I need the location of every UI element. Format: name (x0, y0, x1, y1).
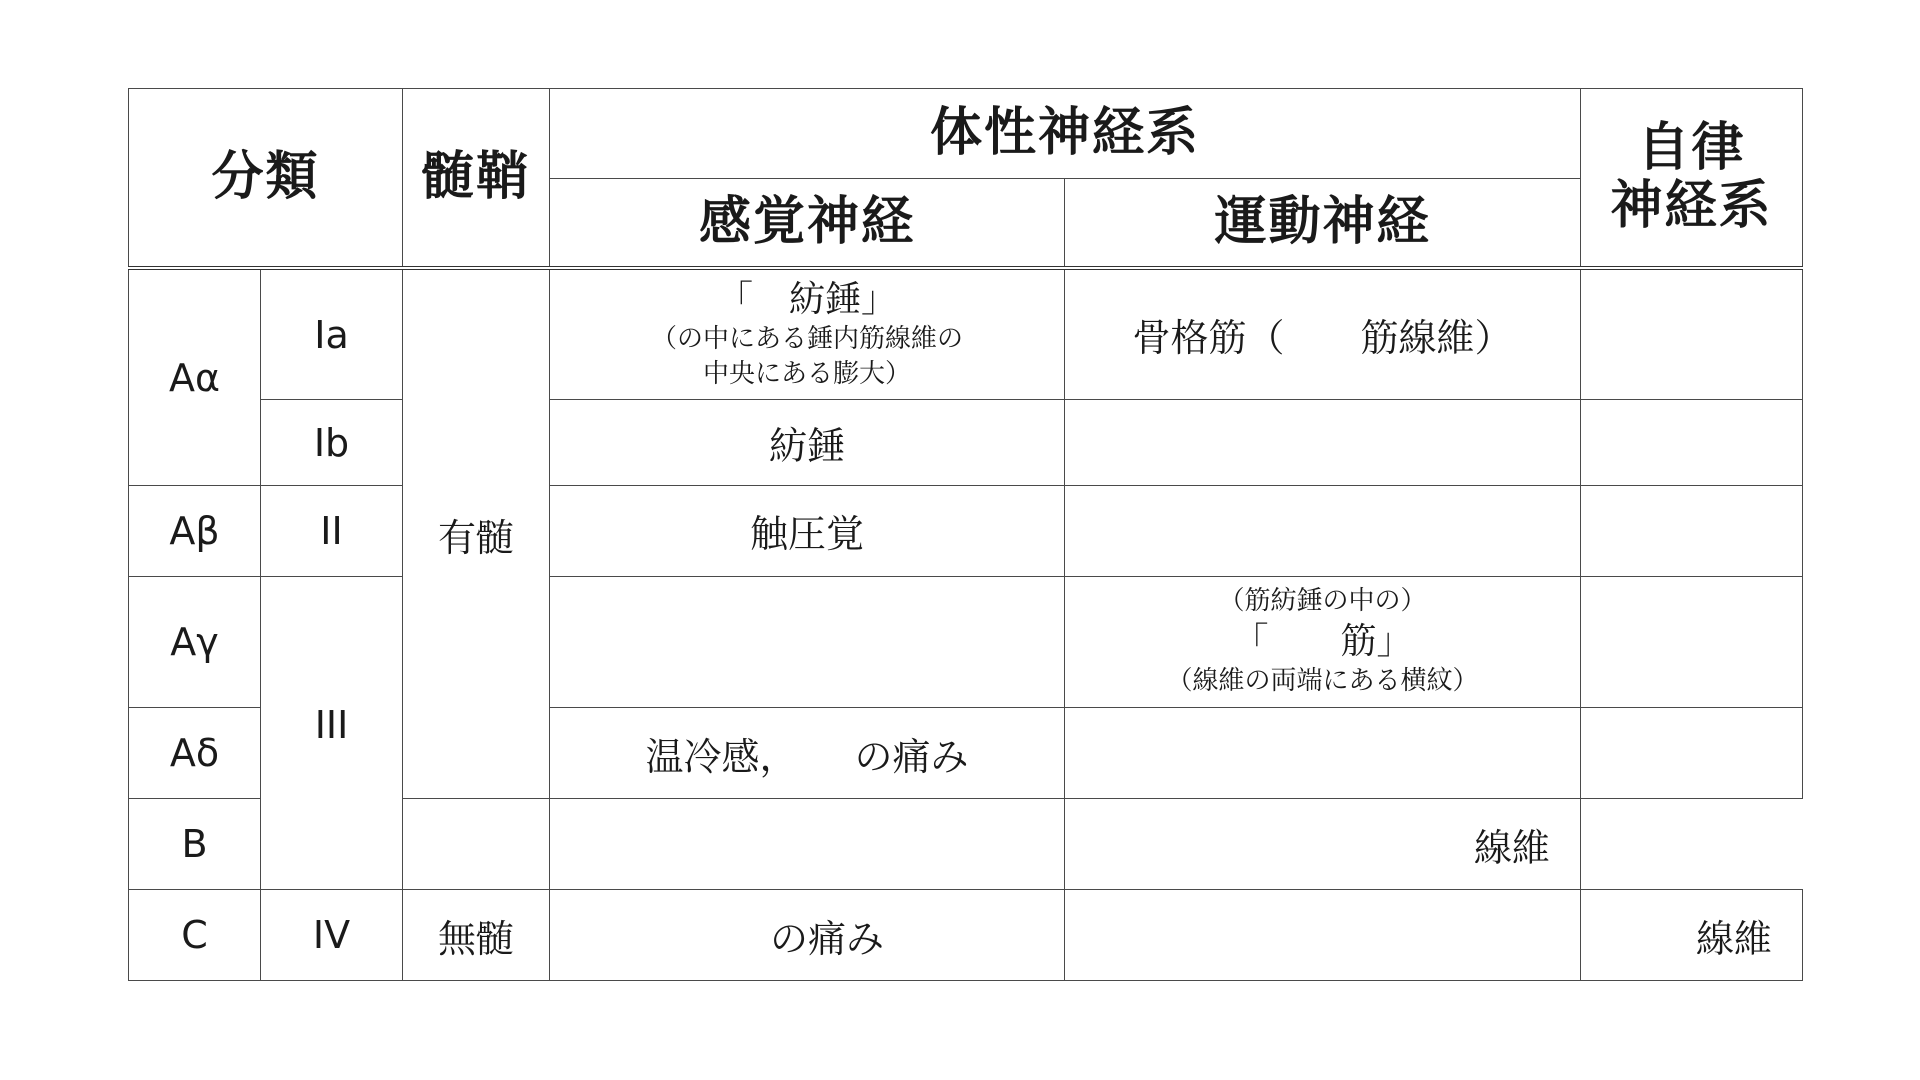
myelinated-cell: 有髄 (403, 268, 550, 798)
class-c: C (129, 890, 261, 981)
b-motor-cell (550, 799, 1065, 890)
ib-motor-cell (1065, 400, 1581, 486)
c-motor-cell (1065, 890, 1581, 981)
class-ia: Ia (261, 268, 403, 399)
ii-sensory-cell: 触圧覚 (550, 485, 1065, 576)
header-sensory-nerve: 感覚神経 (550, 178, 1065, 268)
class-a-gamma: Aγ (129, 576, 261, 707)
a-delta-motor-cell (1065, 708, 1581, 799)
a-gamma-autonomic-cell (1581, 576, 1803, 707)
a-delta-sensory-cell: 温冷感， の痛み (550, 708, 1065, 799)
header-classification: 分類 (129, 89, 403, 269)
c-sensory-cell: の痛み (550, 890, 1065, 981)
class-a-delta: Aδ (129, 708, 261, 799)
ii-autonomic-cell (1581, 485, 1803, 576)
a-delta-autonomic-cell (1581, 708, 1803, 799)
b-sensory-cell (403, 799, 550, 890)
header-myelin: 髄鞘 (403, 89, 550, 269)
ib-autonomic-cell (1581, 400, 1803, 486)
header-autonomic-nervous-system: 自律 神経系 (1581, 89, 1803, 269)
ib-sensory-cell: 紡錘 (550, 400, 1065, 486)
nerve-fiber-classification-table (128, 88, 1803, 981)
class-a-alpha: Aα (129, 268, 261, 485)
class-b: B (129, 799, 261, 890)
header-somatic-nervous-system: 体性神経系 (550, 89, 1581, 179)
b-autonomic-cell: 線維 (1065, 799, 1581, 890)
c-autonomic-cell: 線維 (1581, 890, 1803, 981)
class-ii: II (261, 485, 403, 576)
header-motor-nerve: 運動神経 (1065, 178, 1581, 268)
a-gamma-sensory-cell (550, 576, 1065, 707)
class-iv: IV (261, 890, 403, 981)
ia-sensory-cell: 「 紡錘」 （の中にある錘内筋線維の 中央にある膨大） (550, 268, 1065, 399)
class-iii: III (261, 576, 403, 889)
ii-motor-cell (1065, 485, 1581, 576)
ia-motor-cell: 骨格筋（ 筋線維） (1065, 268, 1581, 399)
class-ib: Ib (261, 400, 403, 486)
class-a-beta: Aβ (129, 485, 261, 576)
ia-autonomic-cell (1581, 268, 1803, 399)
a-gamma-motor-cell: （筋紡錘の中の） 「 筋」 （線維の両端にある横紋） (1065, 576, 1581, 707)
unmyelinated-cell: 無髄 (403, 890, 550, 981)
